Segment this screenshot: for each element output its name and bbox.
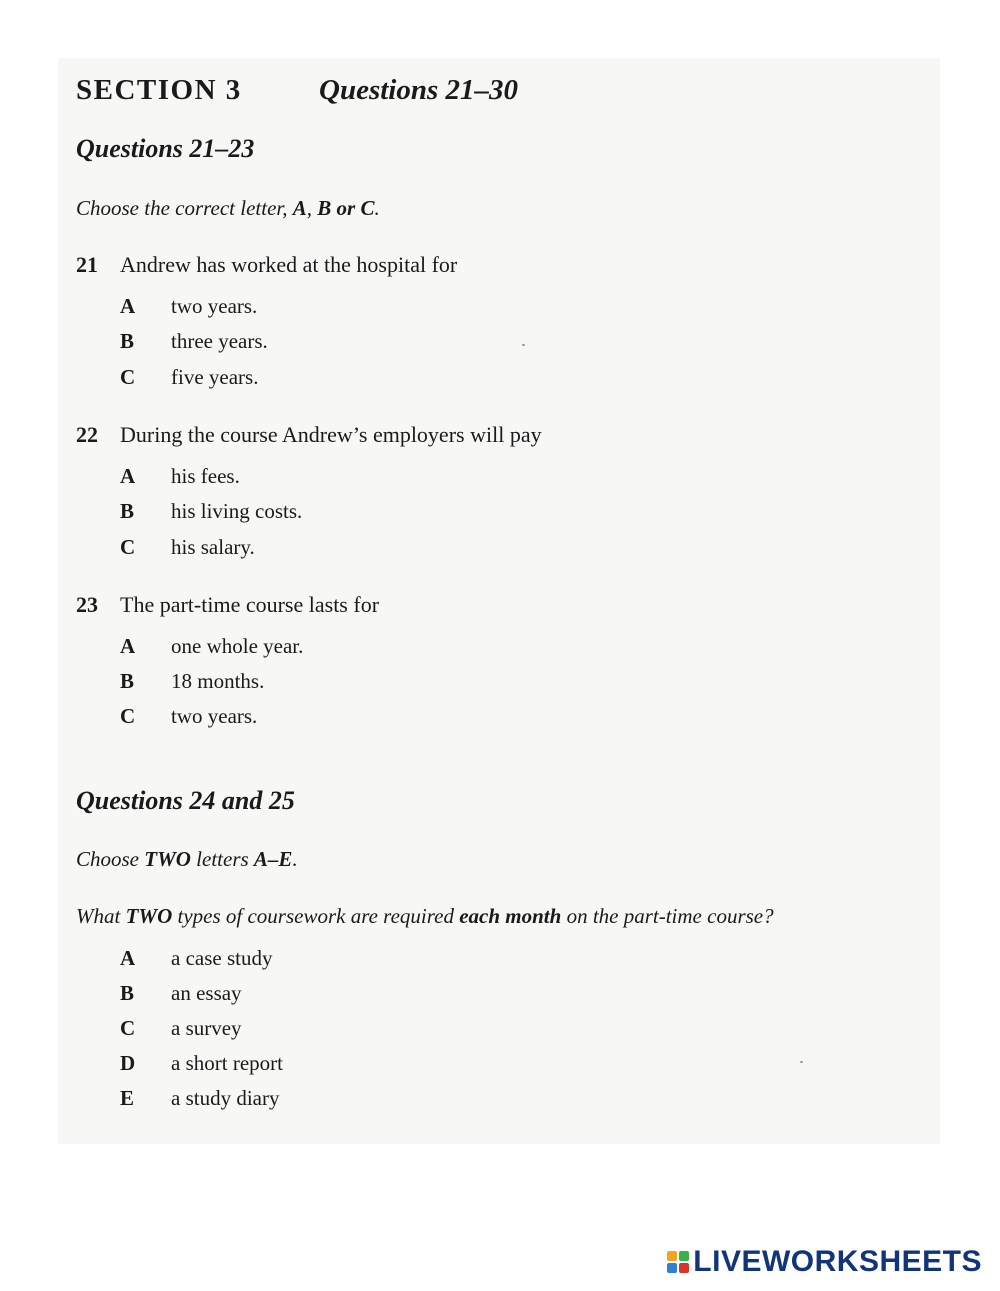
- option-22-c[interactable]: C his salary.: [120, 535, 255, 559]
- question-24-25-prompt: What TWO types of coursework are required each month on the part-time course?: [76, 904, 774, 928]
- option-22-b[interactable]: B his living costs.: [120, 499, 303, 523]
- option-24-25-d[interactable]: D a short report: [120, 1051, 283, 1075]
- question-text: Andrew has worked at the hospital for: [120, 252, 458, 277]
- instruction-choose-letter: Choose the correct letter, A, B or C.: [76, 196, 380, 220]
- option-22-a[interactable]: A his fees.: [120, 464, 240, 488]
- option-21-b[interactable]: B three years.: [120, 329, 268, 353]
- option-24-25-e[interactable]: E a study diary: [120, 1086, 280, 1110]
- option-21-a[interactable]: A two years.: [120, 294, 258, 318]
- section-question-range: Questions 21–30: [319, 74, 519, 106]
- option-24-25-c[interactable]: C a survey: [120, 1016, 242, 1040]
- scan-speck: [522, 344, 525, 346]
- option-23-b[interactable]: B 18 months.: [120, 669, 265, 693]
- section-title: SECTION 3: [76, 74, 242, 106]
- question-text: During the course Andrew’s employers will pay: [120, 422, 542, 447]
- group-heading-24-25: Questions 24 and 25: [76, 786, 295, 815]
- option-24-25-a[interactable]: A a case study: [120, 946, 273, 970]
- liveworksheets-logo-icon: [667, 1251, 689, 1273]
- option-24-25-b[interactable]: B an essay: [120, 981, 242, 1005]
- question-number: 21: [76, 252, 98, 277]
- question-23: [76, 592, 379, 618]
- question-text: The part-time course lasts for: [120, 592, 380, 617]
- question-21: [76, 252, 457, 278]
- liveworksheets-logo[interactable]: [667, 1245, 982, 1279]
- question-22: [76, 422, 542, 448]
- question-number: 22: [76, 422, 98, 447]
- liveworksheets-logo-text: LIVEWORKSHEETS: [693, 1245, 982, 1278]
- instruction-choose-two: Choose TWO letters A–E.: [76, 847, 298, 871]
- option-23-c[interactable]: C two years.: [120, 704, 258, 728]
- option-21-c[interactable]: C five years.: [120, 365, 259, 389]
- question-number: 23: [76, 592, 98, 617]
- group-heading-21-23: Questions 21–23: [76, 134, 255, 163]
- option-23-a[interactable]: A one whole year.: [120, 634, 304, 658]
- scan-speck: [800, 1061, 803, 1063]
